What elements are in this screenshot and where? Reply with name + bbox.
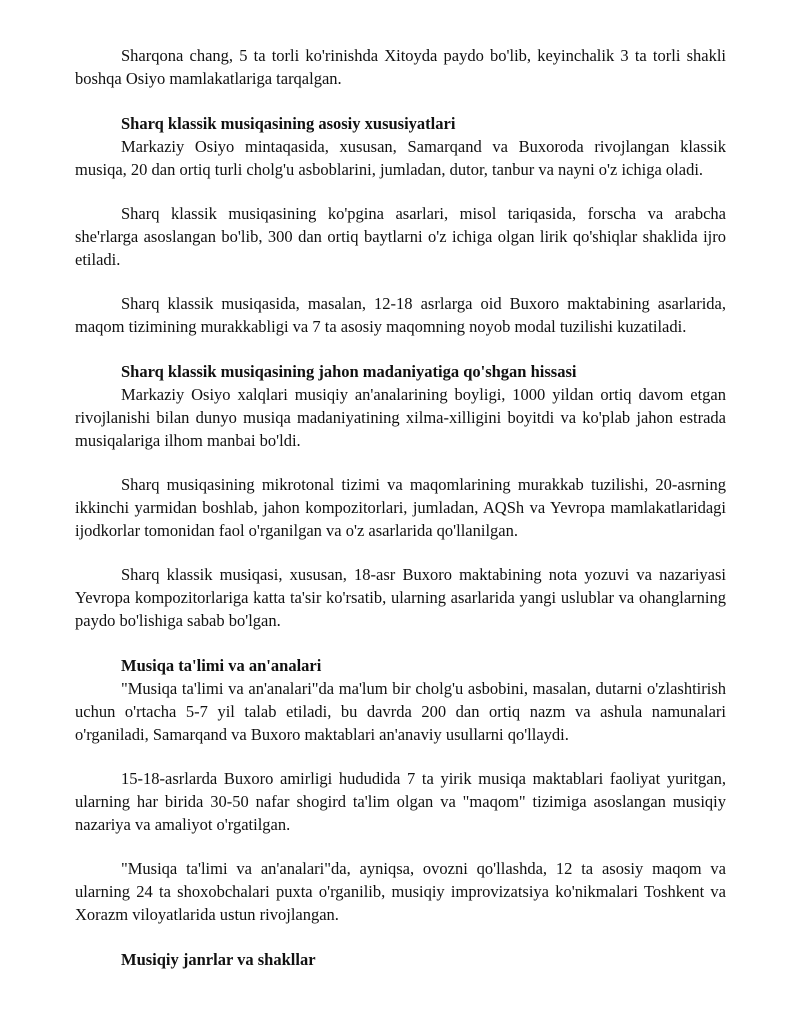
paragraph: Sharq klassik musiqasi, xususan, 18-asr Buxoro maktabining nota yozuvi va nazariyasi Yevropa kompozitorlariga katta ta'sir ko'rsatib, ularning asarlarida yangi uslublar va ohanglarning paydo bo'lishiga sabab bo'lgan. [75,565,726,630]
paragraph: Markaziy Osiyo xalqlari musiqiy an'analarining boyligi, 1000 yildan ortiq davom etgan rivojlanishi bilan dunyo musiqa madaniyatining xilma-xilligini boyitdi va ko'plab jahon estrada musiqalariga ilhom manbai bo'ldi. [75,385,726,450]
document-page [75,44,726,971]
section-heading-genres-forms: Musiqiy janrlar va shakllar [121,950,316,969]
paragraph: "Musiqa ta'limi va an'analari"da ma'lum bir cholg'u asbobini, masalan, dutarni o'zlashtirish uchun o'rtacha 5-7 yil talab etiladi, bu davrda 200 dan ortiq nazm va ashula namunalari o'rganiladi, Samarqand va Buxoro maktablari an'anaviy usullarni qo'llaydi. [75,679,726,744]
intro-paragraph: Sharqona chang, 5 ta torli ko'rinishda Xitoyda paydo bo'lib, keyinchalik 3 ta torli shakli boshqa Osiyo mamlakatlariga tarqalgan. [75,46,726,88]
paragraph: Sharq klassik musiqasining ko'pgina asarlari, misol tariqasida, forscha va arabcha she'rlarga asoslangan bo'lib, 300 dan ortiq baytlarni o'z ichiga olgan lirik qo'shiqlar shaklida ijro etiladi. [75,204,726,269]
section-heading-main-features: Sharq klassik musiqasining asosiy xususiyatlari [121,114,456,133]
paragraph: Sharq musiqasining mikrotonal tizimi va maqomlarining murakkab tuzilishi, 20-asrning ikkinchi yarmidan boshlab, jahon kompozitorlari, jumladan, AQSh va Yevropa mamlakatlaridagi ijodkorlar tomonidan faol o'rganilgan va o'z asarlarida qo'llanilgan. [75,475,726,540]
paragraph: Markaziy Osiyo mintaqasida, xususan, Samarqand va Buxoroda rivojlangan klassik musiqa, 20 dan ortiq turli cholg'u asboblarini, jumladan, dutor, tanbur va nayni o'z ichiga oladi. [75,137,726,179]
section-heading-music-education: Musiqa ta'limi va an'analari [121,656,322,675]
paragraph: 15-18-asrlarda Buxoro amirligi hududida 7 ta yirik musiqa maktablari faoliyat yuritgan, ularning har birida 30-50 nafar shogird ta'lim olgan va "maqom" tizimiga asoslangan musiqiy nazariya va amaliyot o'rgatilgan. [75,769,726,834]
section-heading-world-culture: Sharq klassik musiqasining jahon madaniyatiga qo'shgan hissasi [121,362,577,381]
paragraph: "Musiqa ta'limi va an'analari"da, ayniqsa, ovozni qo'llashda, 12 ta asosiy maqom va ularning 24 ta shoxobchalari puxta o'rganilib, musiqiy improvizatsiya ko'nikmalari Toshkent va Xorazm viloyatlarida ustun rivojlangan. [75,859,726,924]
paragraph: Sharq klassik musiqasida, masalan, 12-18 asrlarga oid Buxoro maktabining asarlarida, maqom tizimining murakkabligi va 7 ta asosiy maqomning noyob modal tuzilishi kuzatiladi. [75,294,726,336]
